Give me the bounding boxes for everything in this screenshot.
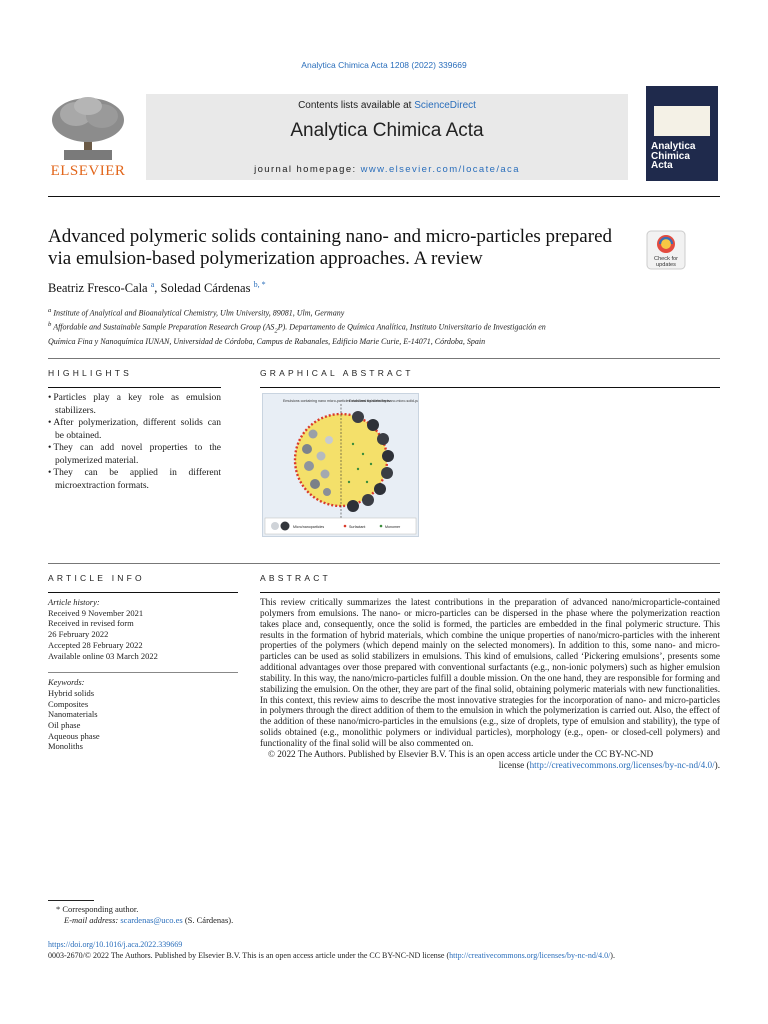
doi-link[interactable]: https://doi.org/10.1016/j.aca.2022.339669 bbox=[48, 940, 183, 949]
check-updates-icon bbox=[646, 230, 686, 270]
ga-legend-surfactant: Surfactant bbox=[349, 525, 366, 529]
history-line: Accepted 28 February 2022 bbox=[48, 639, 143, 650]
keyword: Oil phase bbox=[48, 720, 81, 731]
author-list bbox=[48, 280, 266, 296]
journal-citation[interactable]: Analytica Chimica Acta 1208 (2022) 339669 bbox=[301, 60, 467, 70]
journal-name: Analytica Chimica Acta bbox=[290, 120, 484, 141]
ga-left-caption: Emulsions containing nano micro-particles stabilized by surfactants bbox=[283, 399, 390, 403]
cover-title bbox=[651, 142, 695, 171]
affiliation-text: Affordable and Sustainable Sample Preparation Research Group (AS bbox=[53, 322, 275, 332]
article-title: Advanced polymeric solids containing nano- and micro-particles prepared via emulsion-based polymerization approaches. A review bbox=[48, 226, 612, 269]
history-line: Received in revised form bbox=[48, 618, 134, 629]
journal-homepage-link[interactable]: www.elsevier.com/locate/aca bbox=[360, 164, 520, 175]
keywords-label: Keywords: bbox=[48, 677, 85, 688]
abstract-rule bbox=[260, 592, 720, 593]
footer-license-suffix: ). bbox=[610, 951, 615, 960]
affiliation-b-continued: Química Fina y Nanoquímica IUNAN, Universidad de Córdoba, Campus de Rabanales, Edificio Marie Curie, E-14071, Córdoba, Spain bbox=[48, 336, 486, 346]
cover-title-line: Analytica bbox=[651, 141, 696, 152]
highlight-item: • Particles play a key role as emulsion stabilizers. bbox=[48, 392, 221, 417]
history-line: 26 February 2022 bbox=[48, 629, 109, 640]
copyright-line: © 2022 The Authors. Published by Elsevier B.V. This is an open access article under the CC BY-NC-ND bbox=[268, 748, 654, 759]
email-label: E-mail address: bbox=[64, 914, 121, 925]
keyword: Nanomaterials bbox=[48, 709, 98, 720]
issn-text: 0003-2670/© 2022 The Authors. Published by Elsevier B.V. This is an open access article under the CC BY-NC-ND license ( bbox=[48, 951, 450, 960]
footer-license-link[interactable]: http://creativecommons.org/licenses/by-nc-nd/4.0/ bbox=[449, 951, 611, 960]
graphical-abstract-heading: GRAPHICAL ABSTRACT bbox=[260, 368, 414, 378]
keyword: Hybrid solids bbox=[48, 687, 95, 698]
ga-right-caption: Emulsions stabilized by nano-micro-solid-p bbox=[349, 399, 418, 403]
abstract-heading: ABSTRACT bbox=[260, 573, 331, 583]
highlights-heading: HIGHLIGHTS bbox=[48, 368, 132, 378]
license-line bbox=[260, 760, 720, 771]
footnote-rule bbox=[48, 900, 94, 901]
affiliation-b bbox=[48, 319, 720, 336]
license-suffix: ). bbox=[714, 759, 720, 770]
keyword: Composites bbox=[48, 698, 89, 709]
check-updates-label: updates bbox=[656, 262, 676, 268]
footnote bbox=[56, 904, 233, 925]
highlights-rule bbox=[48, 387, 221, 388]
highlights-list bbox=[48, 392, 221, 492]
author-name: Beatriz Fresco-Cala bbox=[48, 281, 148, 296]
highlight-item: • They can be applied in different microextraction formats. bbox=[48, 467, 221, 492]
journal-cover[interactable] bbox=[646, 86, 718, 181]
check-updates-label: Check for bbox=[654, 256, 678, 262]
header-divider bbox=[48, 196, 720, 197]
keyword: Aqueous phase bbox=[48, 730, 100, 741]
ga-legend-monomer: Monomer bbox=[385, 525, 401, 529]
homepage-prefix: journal homepage: bbox=[254, 164, 361, 175]
license-prefix: license ( bbox=[498, 759, 530, 770]
history-label: Article history: bbox=[48, 597, 100, 607]
history-line: Received 9 November 2021 bbox=[48, 607, 144, 618]
affiliation-mark: b bbox=[48, 320, 52, 328]
corresponding-author-note: * Corresponding author. bbox=[56, 904, 139, 914]
graphical-abstract-figure[interactable] bbox=[262, 393, 419, 537]
email-link[interactable]: scardenas@uco.es bbox=[120, 914, 183, 925]
issn-line bbox=[48, 950, 728, 961]
journal-homepage-line bbox=[146, 164, 628, 175]
page-footer bbox=[48, 939, 728, 961]
elsevier-logo[interactable] bbox=[46, 94, 130, 180]
email-suffix: (S. Cárdenas). bbox=[182, 914, 234, 925]
author-separator: , bbox=[154, 281, 161, 296]
elsevier-tree-icon bbox=[46, 94, 130, 162]
article-info-rule bbox=[48, 592, 238, 593]
graphical-abstract-image bbox=[263, 394, 418, 536]
check-for-updates-badge[interactable] bbox=[646, 230, 686, 270]
affiliation-mark: a bbox=[48, 307, 52, 314]
keyword: Monoliths bbox=[48, 741, 83, 752]
affiliation-a bbox=[48, 305, 720, 319]
history-line: Available online 03 March 2022 bbox=[48, 650, 158, 661]
affiliation-subscript: 2 bbox=[274, 326, 278, 334]
author-affiliation-link[interactable]: b, * bbox=[253, 280, 266, 289]
elsevier-wordmark: ELSEVIER bbox=[50, 163, 126, 179]
affiliations bbox=[48, 305, 720, 347]
highlight-item: • After polymerization, different solids can be obtained. bbox=[48, 417, 221, 442]
journal-banner bbox=[146, 94, 628, 180]
contents-prefix: Contents lists available at bbox=[298, 100, 415, 111]
article-info bbox=[48, 597, 238, 752]
affiliation-text: P). Departamento de Química Analítica, Instituto Universitario de Investigación en bbox=[277, 322, 546, 332]
sciencedirect-link[interactable]: ScienceDirect bbox=[414, 100, 476, 111]
contents-line bbox=[146, 100, 628, 111]
graphical-abstract-rule bbox=[260, 387, 720, 388]
license-link[interactable]: http://creativecommons.org/licenses/by-nc-nd/4.0/ bbox=[529, 759, 715, 770]
cover-title-line: Chimica bbox=[651, 150, 690, 162]
section-divider bbox=[48, 563, 720, 564]
cover-artwork bbox=[654, 106, 710, 136]
ga-legend-particles: Micro/nanoparticles bbox=[293, 525, 325, 529]
affiliation-text: Institute of Analytical and Bioanalytical Chemistry, Ulm University, 89081, Ulm, Germany bbox=[53, 308, 345, 318]
author-name: Soledad Cárdenas bbox=[160, 281, 251, 296]
highlight-item: • They can add novel properties to the polymerized material. bbox=[48, 442, 221, 467]
abstract-paragraph: This review critically summarizes the latest contributions in the preparation of advanced nano/microparticle-contained polymers from emulsions. The nano- or micro-particles can be dispersed in the phase where the polymerization reaction takes place and, consequently, once the solid is formed, the particles are embedded in the final polymeric structure. This results in the formation of hybrid materials, which combine the unique properties of nano/micro-particles with the inherent properties of the polymers (which depend mainly on the selected monomers). In addition to this, some nano- and micro-particles can be used as solid stabilizers in emulsions. This kind of emulsions, called ‘Pickering emulsions’, presents some additional advantages over those prepared with conventional surfactants (e.g., non-ionic polymers) such as higher emulsion stability. In this way, the nano/micro-particles fulfill a double mission. On the one hand, they are responsible for forming and stabilizing the emulsion. On the other, they are part of the final solid, obtaining polymeric materials with new functionalities. In this context, this review aims to describe the most innovative strategies for the incorporation of nano- and micro-particles in polymers through the direct addition of them to the emulsion in which the polymerization is carried out. Also, the effect of the addition of these nano/micro-particles in the emulsions (e.g., size of droplets, type of emulsion and stability), the type of solids obtained (e.g., monolithic polymers or individual particles), morphology (e.g., open- or closed-cell polymers) and functionality of the final solid will be also commented on. bbox=[260, 597, 720, 748]
section-divider bbox=[48, 358, 720, 359]
abstract-body bbox=[260, 597, 720, 771]
cover-title-line: Acta bbox=[651, 160, 673, 171]
author-affiliation-link[interactable]: a bbox=[150, 280, 155, 289]
article-info-heading: ARTICLE INFO bbox=[48, 573, 145, 583]
email-note bbox=[56, 915, 233, 926]
keywords-divider bbox=[48, 672, 238, 673]
